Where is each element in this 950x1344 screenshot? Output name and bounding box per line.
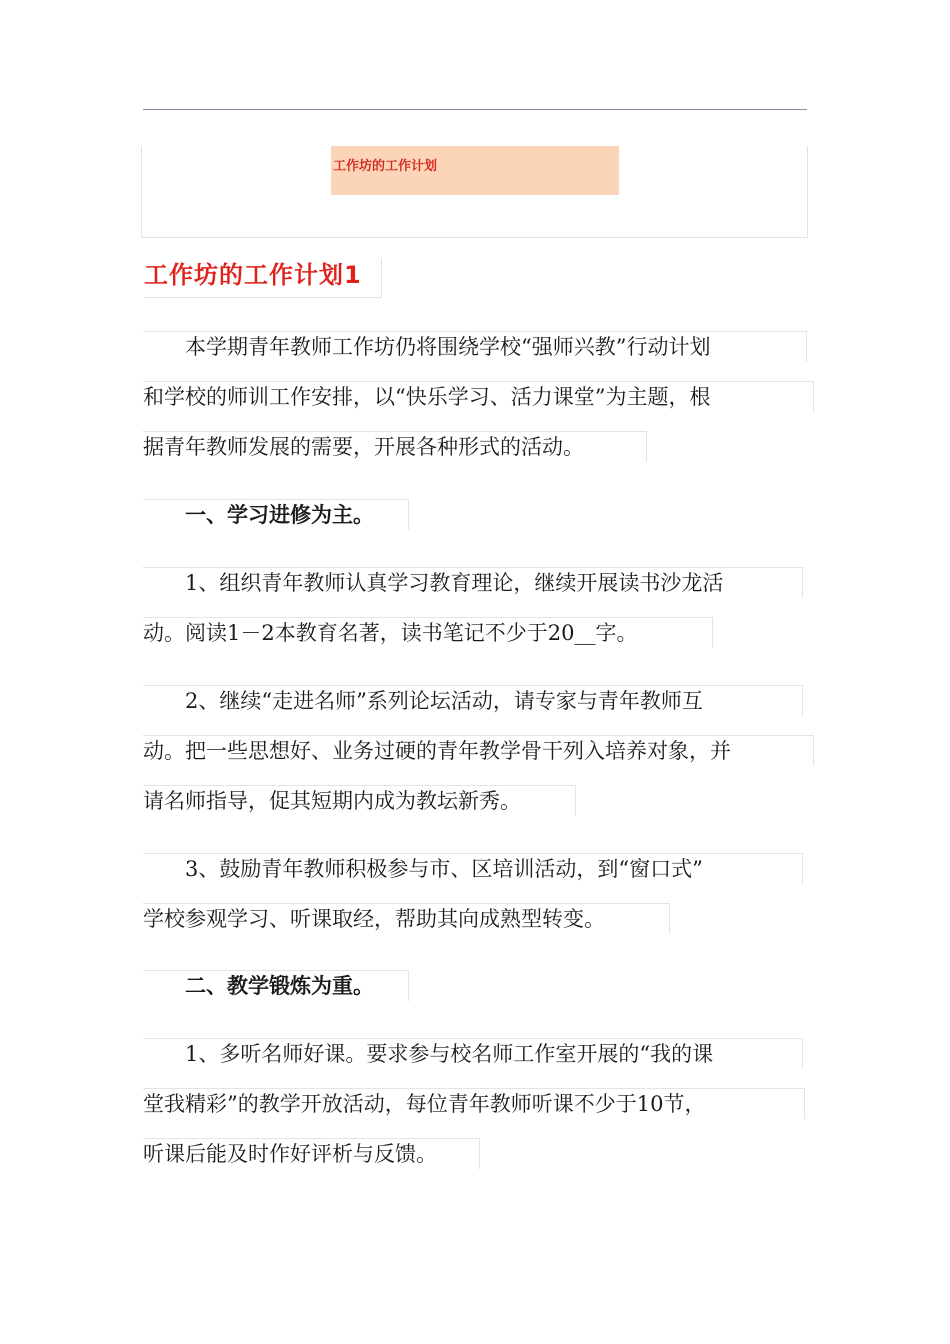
header-banner [331, 146, 619, 195]
document-title: 工作坊的工作计划1 [144, 258, 382, 298]
header-banner-title: 工作坊的工作计划 [333, 159, 438, 174]
section-heading: 二、教学锻炼为重。 [143, 970, 409, 1001]
paragraph-line: 学校参观学习、听课取经，帮助其向成熟型转变。 [143, 903, 670, 934]
header-rule [143, 109, 807, 110]
paragraph-line: 动。把一些思想好、业务过硬的青年教学骨干列入培养对象，并 [143, 735, 814, 766]
paragraph-line: 1、多听名师好课。要求参与校名师工作室开展的“我的课 [143, 1038, 803, 1069]
paragraph-line: 听课后能及时作好评析与反馈。 [143, 1138, 480, 1169]
paragraph-line: 本学期青年教师工作坊仍将围绕学校“强师兴教”行动计划 [143, 331, 807, 362]
section-heading: 一、学习进修为主。 [143, 499, 409, 530]
paragraph-line: 和学校的师训工作安排，以“快乐学习、活力课堂”为主题，根 [143, 381, 814, 412]
paragraph-line: 堂我精彩”的教学开放活动，每位青年教师听课不少于10节， [143, 1088, 805, 1119]
paragraph-line: 3、鼓励青年教师积极参与市、区培训活动，到“窗口式” [143, 853, 803, 884]
paragraph-line: 动。阅读1－2本教育名著，读书笔记不少于20__字。 [143, 617, 713, 648]
paragraph-line: 据青年教师发展的需要，开展各种形式的活动。 [143, 431, 647, 462]
paragraph-line: 2、继续“走进名师”系列论坛活动，请专家与青年教师互 [143, 685, 803, 716]
paragraph-line: 1、组织青年教师认真学习教育理论，继续开展读书沙龙活 [143, 567, 803, 598]
paragraph-line: 请名师指导，促其短期内成为教坛新秀。 [143, 785, 576, 816]
